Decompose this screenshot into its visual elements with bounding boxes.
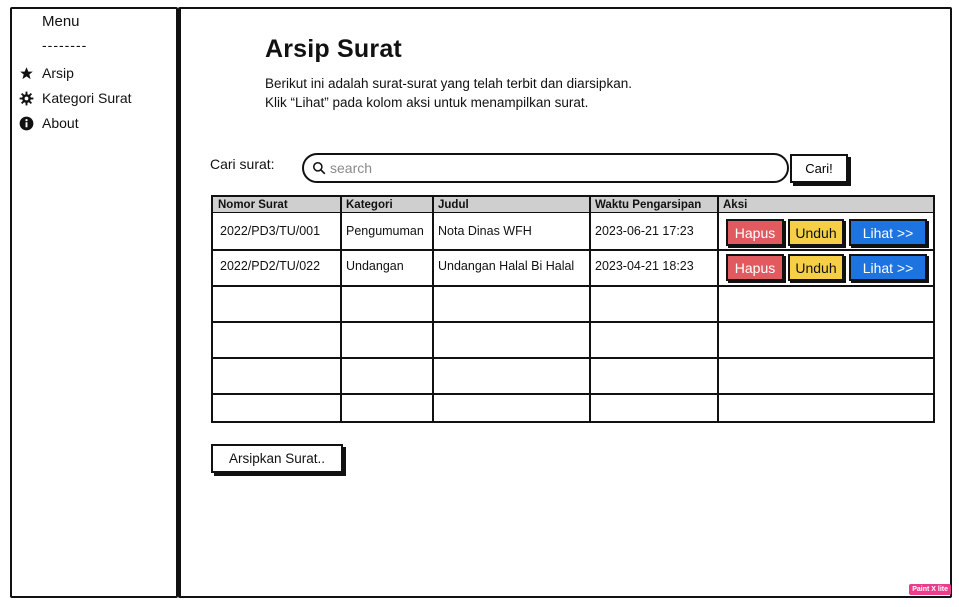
cell-waktu: 2023-06-21 17:23 xyxy=(595,224,694,238)
sidebar-item-label: Kategori Surat xyxy=(42,90,132,106)
gear-icon xyxy=(18,90,34,106)
cell-kategori: Undangan xyxy=(346,259,404,273)
page-title: Arsip Surat xyxy=(265,35,402,63)
cell-nomor-surat: 2022/PD2/TU/022 xyxy=(220,259,321,273)
header-judul: Judul xyxy=(438,199,469,211)
sidebar-item-kategori-surat[interactable] xyxy=(18,90,132,106)
row-divider xyxy=(213,357,933,359)
cell-kategori: Pengumuman xyxy=(346,224,424,238)
star-icon xyxy=(18,65,34,81)
cell-nomor-surat: 2022/PD3/TU/001 xyxy=(220,224,321,238)
header-waktu-pengarsipan: Waktu Pengarsipan xyxy=(595,199,702,211)
search-input[interactable] xyxy=(302,153,789,183)
unduh-button[interactable]: Unduh xyxy=(788,254,844,281)
search-placeholder: search xyxy=(330,160,373,176)
sidebar xyxy=(10,7,178,598)
archive-table xyxy=(211,195,935,423)
lihat-button[interactable]: Lihat >> xyxy=(849,219,927,246)
cell-judul: Undangan Halal Bi Halal xyxy=(438,259,575,273)
page-description-hint: Klik “Lihat” pada kolom aksi untuk menampilkan surat. xyxy=(265,95,589,110)
column-divider xyxy=(717,197,719,421)
cell-judul: Nota Dinas WFH xyxy=(438,224,532,238)
search-icon xyxy=(312,161,326,175)
main-panel xyxy=(178,7,952,598)
hapus-button[interactable]: Hapus xyxy=(726,219,784,246)
search-button[interactable]: Cari! xyxy=(790,154,848,183)
search-label: Cari surat: xyxy=(210,156,275,172)
lihat-button[interactable]: Lihat >> xyxy=(849,254,927,281)
hapus-button[interactable]: Hapus xyxy=(726,254,784,281)
row-divider xyxy=(213,285,933,287)
unduh-button[interactable]: Unduh xyxy=(788,219,844,246)
menu-title: Menu xyxy=(42,13,80,30)
header-kategori: Kategori xyxy=(346,199,393,211)
sidebar-item-label: Arsip xyxy=(42,65,74,81)
table-header xyxy=(213,197,933,213)
row-divider xyxy=(213,249,933,251)
header-nomor-surat: Nomor Surat xyxy=(218,199,288,211)
sidebar-item-arsip[interactable] xyxy=(18,65,74,81)
row-divider xyxy=(213,321,933,323)
sidebar-item-label: About xyxy=(42,115,79,131)
arsipkan-surat-button[interactable]: Arsipkan Surat.. xyxy=(211,444,343,473)
page-description: Berikut ini adalah surat-surat yang telah terbit dan diarsipkan. xyxy=(265,76,632,91)
sidebar-item-about[interactable] xyxy=(18,115,79,131)
info-icon xyxy=(18,115,34,131)
watermark-badge: Paint X lite xyxy=(909,584,951,595)
menu-separator: -------- xyxy=(42,37,88,53)
cell-waktu: 2023-04-21 18:23 xyxy=(595,259,694,273)
header-aksi: Aksi xyxy=(723,199,748,211)
row-divider xyxy=(213,393,933,395)
